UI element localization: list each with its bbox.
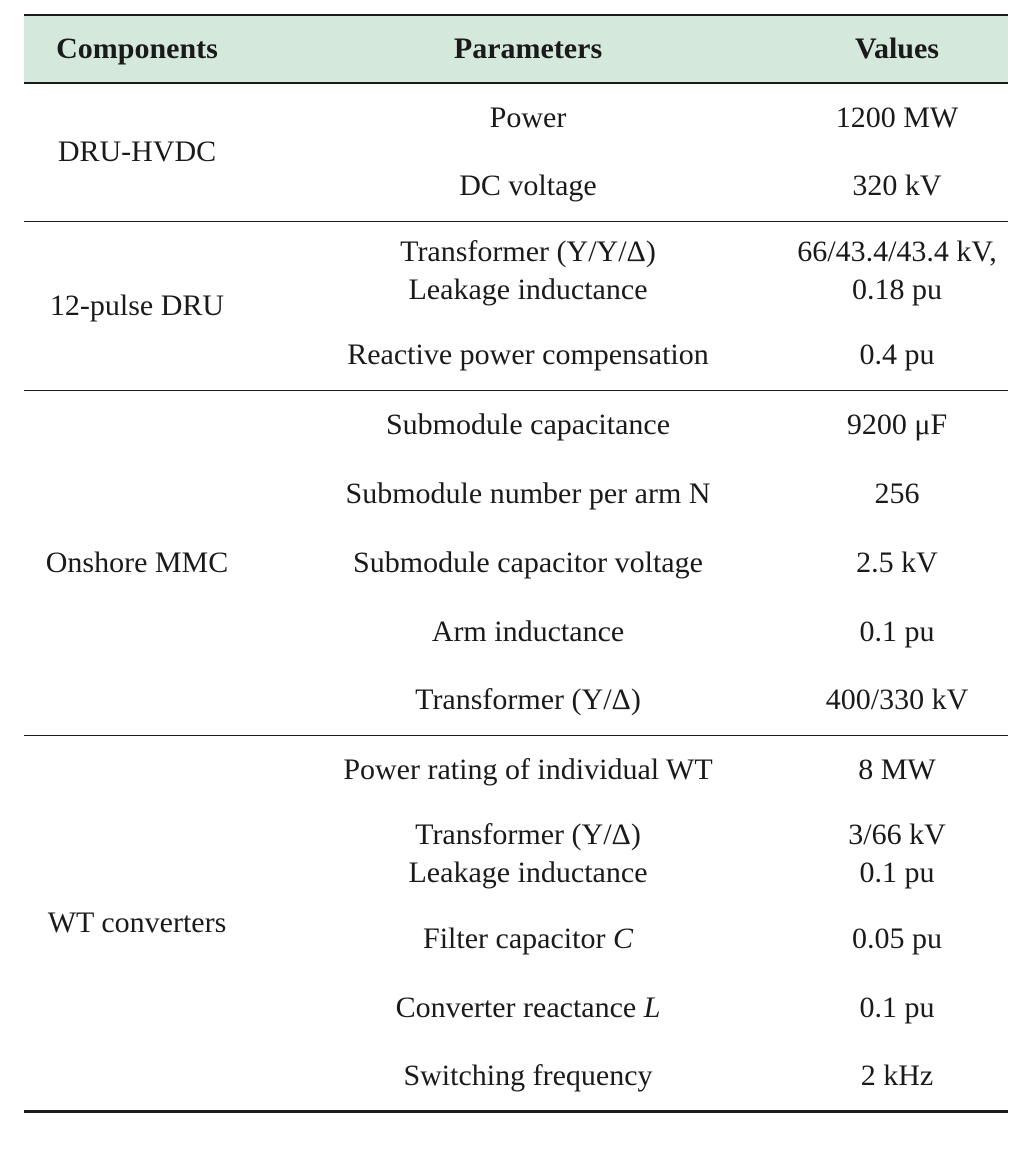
- parameter-line: Leakage inductance: [408, 273, 648, 307]
- value-cell: 400/330 kV: [825, 683, 969, 717]
- parameter-cell: [270, 904, 786, 973]
- component-cell: 12-pulse DRU: [49, 288, 225, 322]
- parameter-cell: DC voltage: [459, 169, 597, 203]
- table-header-row: [24, 15, 1008, 83]
- value-cell: 0.1 pu: [859, 990, 935, 1024]
- parameter-line: Transformer (Y/Δ): [415, 818, 641, 851]
- value-cell: 0.4 pu: [859, 338, 935, 372]
- parameter-cell: Switching frequency: [403, 1058, 653, 1092]
- component-cell: Onshore MMC: [45, 545, 229, 579]
- table-row: [24, 735, 1008, 804]
- value-cell: 2 kHz: [860, 1058, 934, 1092]
- header-components: Components: [56, 32, 218, 65]
- parameter-cell: Submodule number per arm N: [345, 476, 711, 510]
- value-cell: 256: [874, 476, 920, 510]
- parameter-cell: Submodule capacitance: [385, 407, 671, 441]
- parameter-symbol: C: [612, 921, 633, 955]
- value-line: 0.1 pu: [859, 856, 935, 889]
- value-cell: 0.1 pu: [859, 614, 935, 648]
- parameter-line: Leakage inductance: [408, 856, 648, 889]
- parameter-cell: Submodule capacitor voltage: [353, 545, 703, 579]
- value-cell: [786, 804, 1008, 904]
- parameter-cell: Reactive power compensation: [347, 338, 709, 372]
- value-cell: 0.05 pu: [852, 921, 942, 955]
- parameter-text: Filter capacitor: [423, 921, 606, 955]
- value-cell: [786, 221, 1008, 321]
- header-parameters: Parameters: [453, 32, 603, 65]
- parameter-cell: Power: [489, 101, 567, 134]
- parameter-line: Transformer (Y/Y/Δ): [400, 235, 656, 269]
- table-row: [24, 83, 1008, 152]
- parameter-cell: [270, 973, 786, 1042]
- table-row: [24, 390, 1008, 459]
- parameter-cell: Power rating of individual WT: [343, 752, 713, 786]
- value-cell: 8 MW: [858, 752, 936, 786]
- component-cell: DRU-HVDC: [57, 135, 217, 169]
- parameter-symbol: L: [643, 990, 661, 1024]
- value-cell: 320 kV: [852, 169, 942, 203]
- value-cell: 1200 MW: [835, 101, 959, 134]
- component-cell: WT converters: [47, 905, 227, 939]
- value-cell: 9200 μF: [846, 407, 948, 441]
- value-line: 0.18 pu: [852, 273, 942, 307]
- parameter-cell: Arm inductance: [431, 614, 625, 648]
- value-cell: 2.5 kV: [856, 545, 938, 579]
- header-values: Values: [855, 32, 939, 65]
- parameters-table-container: [24, 14, 1008, 1113]
- value-line: 66/43.4/43.4 kV,: [797, 235, 997, 269]
- system-parameters-table: [24, 14, 1008, 1113]
- value-line: 3/66 kV: [848, 818, 946, 851]
- parameter-cell: Transformer (Y/Δ): [415, 683, 641, 717]
- parameter-cell: [270, 221, 786, 321]
- table-row: [24, 221, 1008, 321]
- parameter-cell: [270, 804, 786, 904]
- parameter-text: Converter reactance: [395, 990, 637, 1024]
